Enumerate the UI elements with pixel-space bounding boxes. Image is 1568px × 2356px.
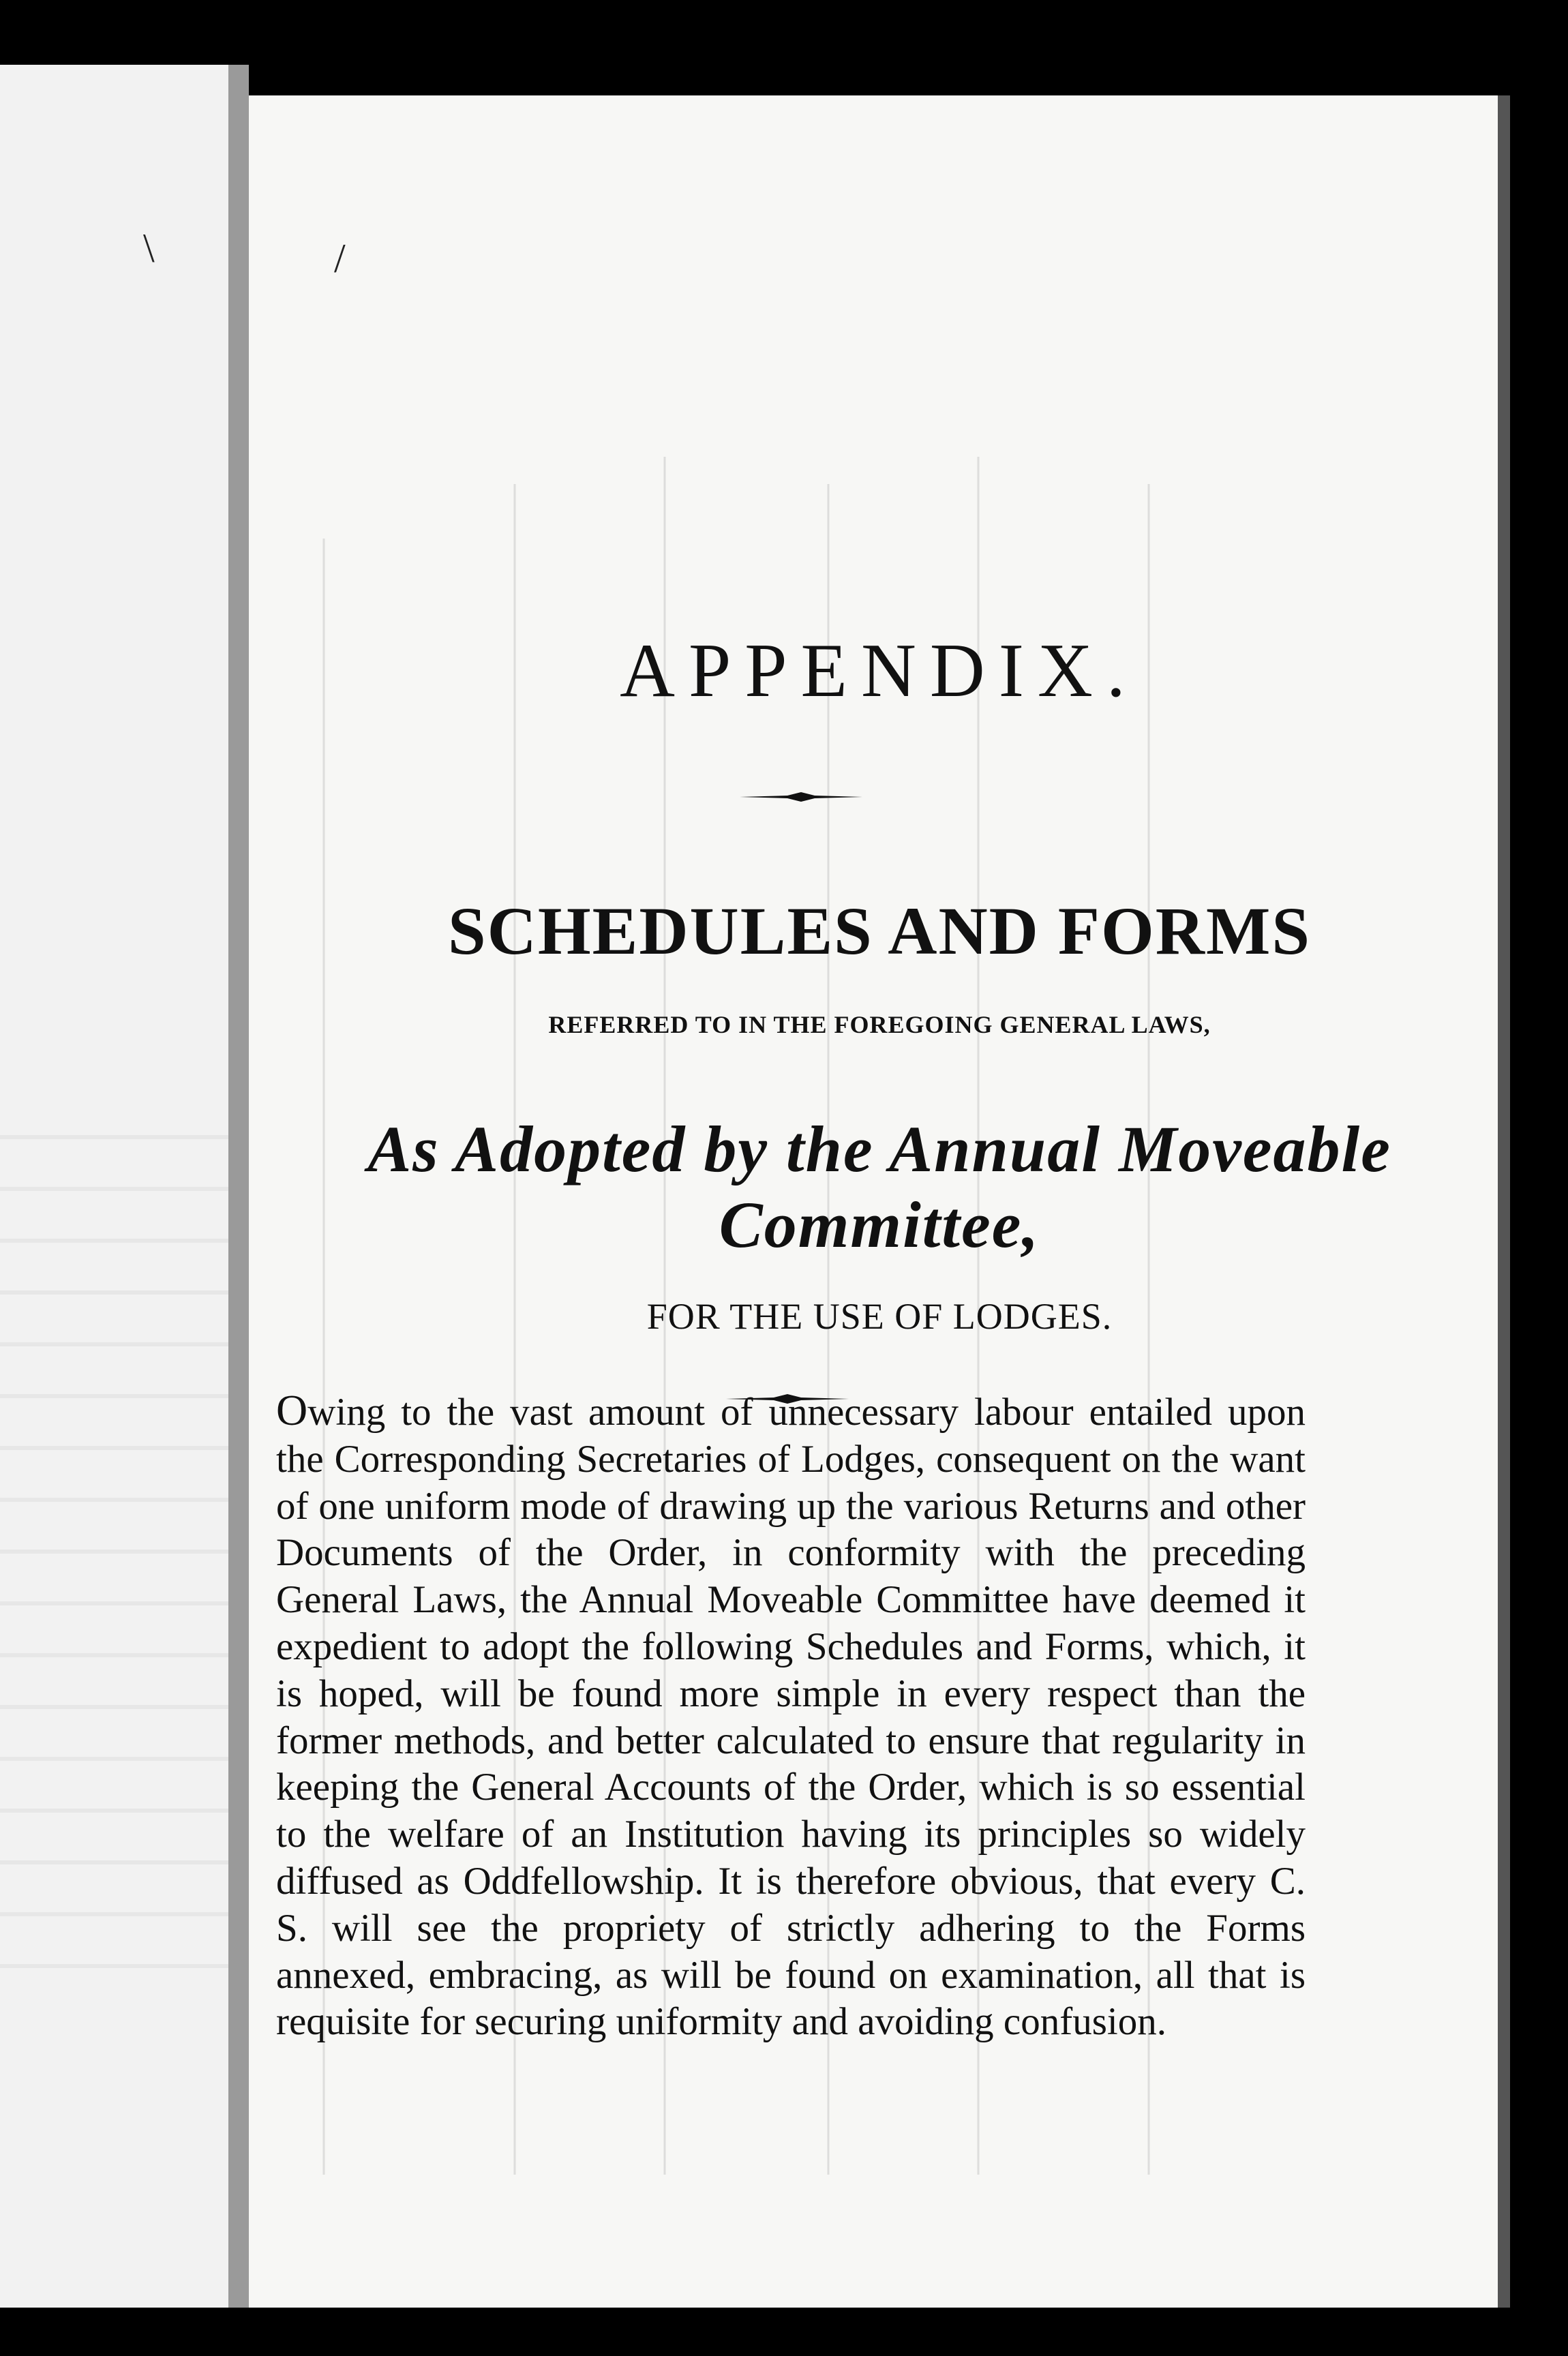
section-subtitle: SCHEDULES AND FORMS [448, 893, 1311, 969]
adopted-line: As Adopted by the Annual Moveable Committee, [367, 1113, 1391, 1261]
left-page-bleed-through [0, 1087, 228, 1974]
ornament-divider-top [740, 792, 862, 802]
check-mark-icon: \ [143, 226, 155, 271]
left-page-edge [0, 65, 228, 2308]
for-use-line: FOR THE USE OF LODGES. [646, 1296, 1113, 1337]
referred-line: REFERRED TO IN THE FOREGOING GENERAL LAWS, [548, 1011, 1211, 1038]
page-title: APPENDIX. [620, 629, 1139, 713]
pencil-mark-icon: / [334, 236, 346, 281]
page-gutter [228, 65, 249, 2308]
body-paragraph: Owing to the vast amount of unnecessary labour entailed upon the Corresponding Secretaries of Lodges, consequent on the want of one uniform mode of drawing up the various Returns and other Documents of the Order, in conformity with the preceding General Laws, the Annual Moveable Committee have deemed it expedient to adopt the following Schedules and Forms, which, it is hoped, will be found more simple in every respect than the former methods, and better calculated to ensure that regularity in keeping the General Accounts of the Order, which is so essential to the welfare of an Institution having its principles so widely diffused as Oddfellowship. It is therefore obvious, that every C. S. will see the propriety of strictly adhering to the Forms annexed, embracing, as will be found on examination, all that is requisite for securing uniformity and avoiding confusion. [276, 1386, 1306, 2044]
